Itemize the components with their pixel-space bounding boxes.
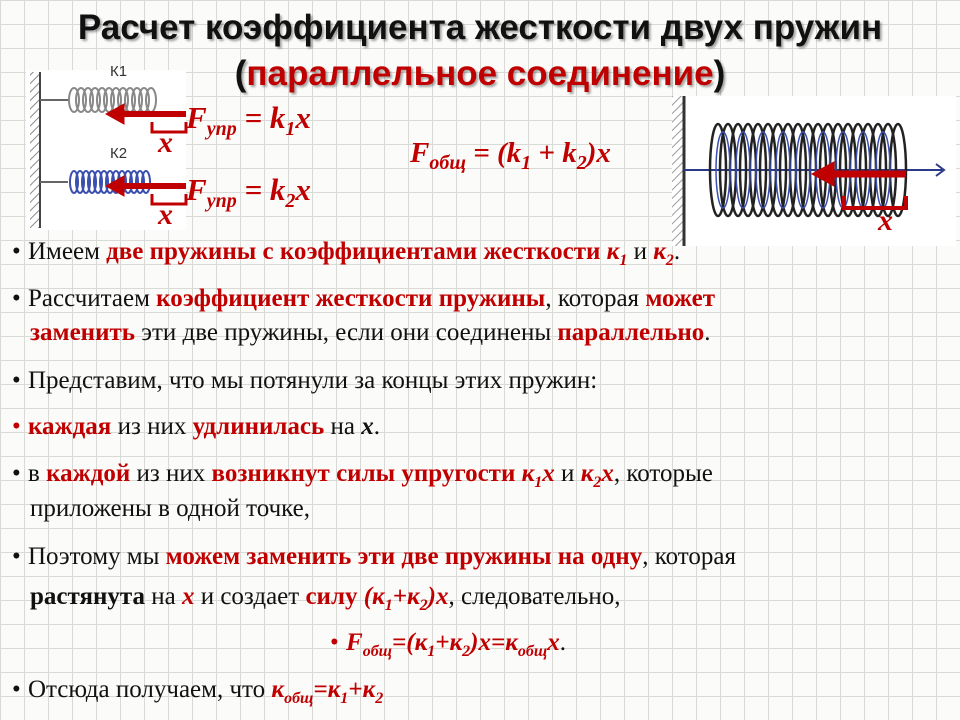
l1-e-k: к: [653, 238, 666, 265]
text-line-11: [12, 675, 383, 714]
bullet: •: [12, 413, 21, 440]
l10-d: )x=к: [470, 629, 518, 656]
l3-d: .: [704, 319, 711, 346]
formula-f2: [186, 172, 311, 213]
l6-j-k: к: [580, 460, 594, 487]
slide-title-line1: Расчет коэффициента жесткости двух пружин: [77, 8, 883, 47]
l11-c1: 1: [340, 690, 349, 707]
f1-x: x: [295, 100, 311, 135]
f1-ksub: 1: [285, 118, 296, 141]
bullet: •: [12, 367, 21, 394]
l7-a: приложены в одной точке,: [30, 495, 311, 522]
ft-s1: 1: [521, 151, 532, 174]
l6-g1: 1: [534, 474, 543, 491]
l8-c: , которая: [642, 543, 736, 570]
l9-d: и создает: [194, 583, 306, 610]
l8-a: Поэтому мы: [28, 543, 166, 570]
l9-g: +к: [392, 583, 420, 610]
text-line-1: [12, 237, 680, 276]
text-line-6: [12, 459, 713, 498]
text-line-9: [30, 582, 621, 621]
f2-ksub: 2: [285, 190, 296, 213]
l11-b-sub: общ: [284, 690, 314, 707]
l11-c: =к: [313, 676, 341, 703]
ft-c: )x: [586, 137, 611, 169]
l6-j: [580, 460, 614, 491]
l11-b: к: [271, 676, 285, 703]
ft-sub: общ: [429, 151, 466, 174]
l5-b: из них: [111, 413, 193, 440]
f2-rest: = k: [236, 172, 286, 207]
combined-elongation-x: x: [878, 204, 893, 237]
l6-g-k: к: [521, 460, 535, 487]
l11-d: +к: [348, 676, 376, 703]
l10-b: =(к: [392, 629, 428, 656]
l9-b: на: [144, 583, 182, 610]
text-line-10: [330, 628, 566, 667]
l10-c2: 2: [462, 643, 471, 660]
ft-F: F: [410, 137, 430, 169]
l6-j2: 2: [593, 474, 602, 491]
l9-g2: 2: [419, 597, 428, 614]
spring1-label: К1: [110, 63, 128, 80]
ft-s2: 2: [576, 151, 587, 174]
text-line-5: [12, 412, 380, 442]
spring2-label: К2: [110, 145, 128, 162]
l2-a: Рассчитаем: [28, 285, 157, 312]
l9-f-k: (к: [357, 583, 385, 610]
l3-b: эти две пружины, если они соединены: [134, 319, 558, 346]
combined-spring-figure: [672, 96, 956, 246]
paren-open: (: [234, 54, 247, 93]
l6-h: x: [542, 460, 555, 487]
l3-c: параллельно: [557, 319, 705, 346]
text-line-4: [12, 366, 597, 396]
ft-b: + k: [531, 137, 577, 169]
l1-c1: 1: [619, 252, 628, 269]
l5-a: каждая: [28, 413, 112, 440]
spring1-elongation-x: x: [158, 126, 173, 159]
l4-a: Представим, что мы потянули за концы этих пружин:: [28, 367, 598, 394]
l1-a: Имеем: [28, 238, 107, 265]
l5-f: .: [373, 413, 380, 440]
title-highlight: параллельное соединение: [246, 54, 714, 93]
l5-e: x: [361, 413, 374, 440]
l1-e2: 2: [665, 252, 674, 269]
text-line-3: [30, 318, 710, 348]
paren-close: ): [713, 54, 726, 93]
l10-a-sub: общ: [362, 643, 392, 660]
f2-F: F: [186, 172, 207, 207]
l1-c: [606, 238, 628, 269]
bullet: •: [12, 285, 21, 312]
l10-e: x: [547, 629, 560, 656]
text-line-7: [30, 494, 310, 524]
f2-x: x: [295, 172, 311, 207]
l9-e: силу: [305, 583, 358, 610]
l10-a: F: [346, 629, 363, 656]
text-line-8: [12, 542, 736, 572]
bullet: •: [330, 629, 339, 656]
l9-c: x: [181, 583, 195, 610]
l1-d: и: [627, 238, 654, 265]
l6-l: , которые: [613, 460, 713, 487]
l5-d: на: [324, 413, 362, 440]
bullet: •: [12, 543, 21, 570]
l6-c: из них: [130, 460, 212, 487]
l11-a: Отсюда получаем, что: [28, 676, 272, 703]
l1-c-k: к: [606, 238, 620, 265]
spring2-elongation-x: x: [158, 198, 173, 231]
l6-k: x: [601, 460, 614, 487]
l9-f: [357, 583, 449, 614]
l10-d-sub: общ: [517, 643, 548, 660]
l6-i: и: [554, 460, 581, 487]
l9-f1: 1: [384, 597, 393, 614]
l9-i: , следовательно,: [448, 583, 621, 610]
bullet: •: [12, 460, 21, 487]
l2-c: , которая: [545, 285, 646, 312]
l6-d: возникнут: [211, 460, 330, 487]
l1-e: [653, 238, 674, 269]
l10-b1: 1: [427, 643, 436, 660]
l10-c: +к: [435, 629, 463, 656]
l11-d2: 2: [375, 690, 384, 707]
formula-total: [410, 137, 611, 175]
l9-h: )x: [427, 583, 449, 610]
l10-f: .: [559, 629, 566, 656]
f2-sub: упр: [206, 190, 237, 213]
l6-g: [521, 460, 555, 491]
l2-b: коэффициент жесткости пружины: [156, 285, 546, 312]
l1-b: две пружины с коэффициентами жесткости: [106, 238, 607, 265]
bullet: •: [12, 676, 21, 703]
l6-a: в: [28, 460, 47, 487]
f1-F: F: [186, 100, 207, 135]
l8-b: можем заменить эти две пружины на одну: [165, 543, 643, 570]
l10-formula: [346, 629, 560, 660]
l5-c: удлинилась: [192, 413, 325, 440]
l3-a: заменить: [30, 319, 135, 346]
l6-b: каждой: [46, 460, 131, 487]
l11-formula: [271, 676, 384, 707]
formula-f1: [186, 100, 311, 141]
l1-f: .: [673, 238, 681, 265]
l6-f: силы упругости: [336, 460, 522, 487]
bullet: •: [12, 238, 21, 265]
l9-a: растянута: [30, 583, 145, 610]
ft-a: = (k: [465, 137, 522, 169]
f1-sub: упр: [206, 118, 237, 141]
l2-d: может: [645, 285, 716, 312]
text-line-2: [12, 284, 715, 314]
f1-rest: = k: [236, 100, 286, 135]
